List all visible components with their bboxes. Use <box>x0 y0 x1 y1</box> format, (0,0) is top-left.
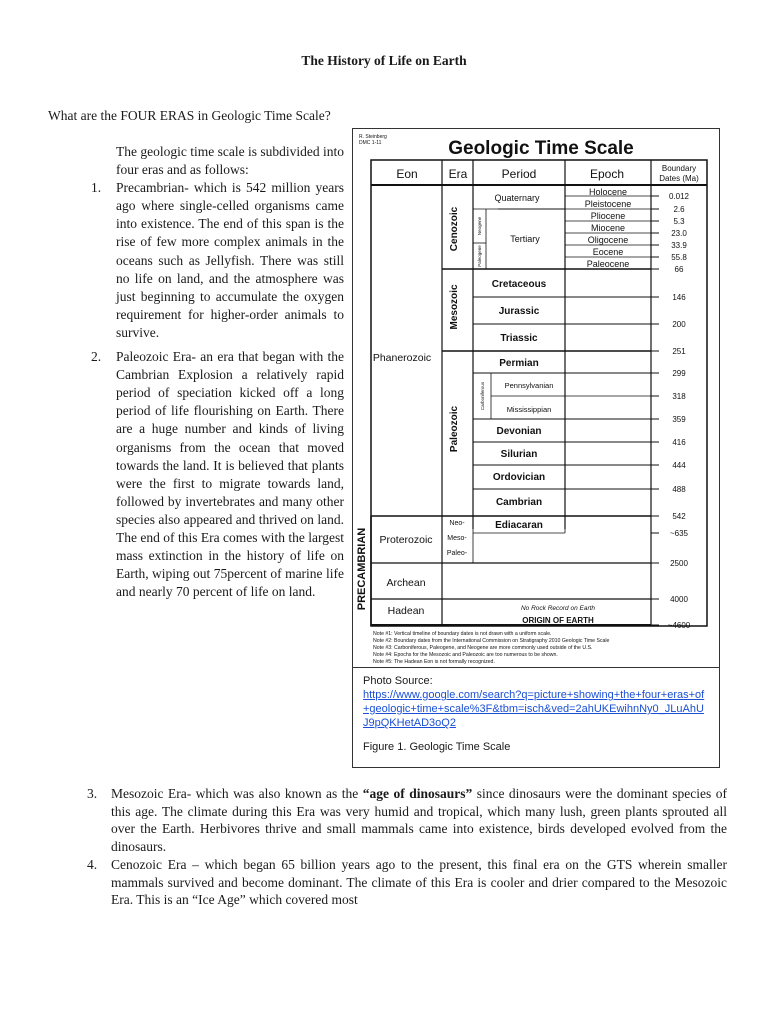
eon-proterozoic: Proterozoic <box>379 534 433 546</box>
date-label: 200 <box>672 320 686 329</box>
origin-of-earth-label: ORIGIN OF EARTH <box>522 616 594 625</box>
period-paleogene: Paleogene <box>477 245 482 267</box>
figure-label: Figure 1. Geologic Time Scale <box>363 741 511 753</box>
period-quaternary: Quaternary <box>494 193 540 203</box>
date-label: 251 <box>672 347 686 356</box>
period-ordovician: Ordovician <box>492 472 546 483</box>
period-silurian: Silurian <box>500 449 538 460</box>
page-title: The History of Life on Earth <box>301 53 467 68</box>
eon-precambrian: PRECAMBRIAN <box>356 527 368 611</box>
figure-author-code: DMC 1-11 <box>359 140 382 146</box>
period-ediacaran: Ediacaran <box>495 520 543 531</box>
figure-caption <box>352 668 720 768</box>
date-label: 299 <box>672 369 686 378</box>
period-triassic: Triassic <box>500 333 538 344</box>
geologic-time-scale-chart <box>353 129 720 668</box>
list-number: 4. <box>87 856 98 872</box>
date-label: 146 <box>672 293 686 302</box>
note-5: Note #5: The Hadean Eon is not formally recognized. <box>373 659 495 665</box>
list-item-text-start: Mesozoic Era- which was also known as the <box>111 786 363 801</box>
era-paleozoic: Paleozoic <box>449 405 460 453</box>
date-label: 55.8 <box>671 253 687 262</box>
date-label: ~635 <box>669 529 689 538</box>
period-devonian: Devonian <box>496 426 542 437</box>
period-cretaceous: Cretaceous <box>491 279 547 290</box>
figure-notes <box>373 631 610 665</box>
figure-author: R. Steinberg <box>359 134 387 140</box>
bottom-list <box>87 785 728 909</box>
eon-phanerozoic: Phanerozoic <box>372 352 432 364</box>
no-rock-record-label: No Rock Record on Earth <box>520 605 596 612</box>
era-cenozoic: Cenozoic <box>449 206 460 252</box>
epoch-pliocene: Pliocene <box>590 211 626 221</box>
list-item-paleozoic <box>91 348 344 601</box>
date-label: 2.6 <box>673 205 685 214</box>
epoch-holocene: Holocene <box>588 187 628 197</box>
date-label: 4000 <box>670 595 688 604</box>
left-column <box>91 143 344 601</box>
date-label: 444 <box>672 461 686 470</box>
epoch-eocene: Eocene <box>592 247 624 257</box>
list-item-text: Cenozoic Era – which began 65 billion years ago to the present, this final era on the GTS wherein smaller mammals survived and become dominant. The climate of this Era is cooler and drier compared to the Mesozoic Era. This is an “Ice Age” which covered most <box>111 856 727 908</box>
epoch-list <box>565 187 651 269</box>
date-label: 66 <box>674 265 684 274</box>
epoch-oligocene: Oligocene <box>587 235 629 245</box>
header-era: Era <box>448 167 468 181</box>
note-3: Note #3: Carboniferous, Paleogene, and Neogene are more commonly used outside of the U.S. <box>373 645 593 651</box>
intro-paragraph: The geologic time scale is subdivided into four eras and as follows: <box>116 144 344 178</box>
list-item-text-end: since dinosaurs were the dominant species of this age. The climate during this Era was very humid and tropical, which many lush, green plants sprouted all over the Earth. Herbivores thrive and small mammals came into existence, birds developed evolved from the dinosaurs. <box>111 786 728 855</box>
note-2: Note #2: Boundary dates from the International Commission on Stratigraphy 2010 Geologic Time Scale <box>373 638 610 644</box>
geologic-time-scale-figure <box>352 128 720 668</box>
date-label: 23.0 <box>671 229 687 238</box>
note-1: Note #1: Vertical timeline of boundary dates is not drawn with a uniform scale. <box>373 631 552 637</box>
epoch-paleocene: Paleocene <box>586 259 630 269</box>
list-item-text: Precambrian- which is 542 million years ago where single-celled organisms came into existence. The end of this span is the rise of few more complex animals in the oceans such as Jellyfish. There was still no life on land, and the atmosphere was just beginning to accumulate the oxygen requirement for higher-order animals to survive. <box>116 180 344 340</box>
eon-archean: Archean <box>386 577 426 589</box>
boundary-dates <box>651 192 691 630</box>
date-label: 0.012 <box>668 192 690 201</box>
age-of-dinosaurs-emphasis: “age of dinosaurs” <box>362 786 473 801</box>
header-boundary-dates: Dates (Ma) <box>659 174 699 183</box>
header-epoch: Epoch <box>589 167 625 181</box>
header-period: Period <box>501 167 537 181</box>
era-neoproterozoic: Neo- <box>449 520 465 527</box>
eon-hadean: Hadean <box>387 605 425 617</box>
epoch-pleistocene: Pleistocene <box>584 199 632 209</box>
date-label: 542 <box>672 512 686 521</box>
question-heading: What are the FOUR ERAS in Geologic Time Scale? <box>48 108 331 123</box>
note-4: Note #4: Epochs for the Mesozoic and Paleozoic are too numerous to be shown. <box>373 652 558 658</box>
period-jurassic: Jurassic <box>498 306 540 317</box>
header-boundary: Boundary <box>661 164 697 173</box>
date-label: 318 <box>672 392 686 401</box>
date-label: 33.9 <box>671 241 687 250</box>
list-number: 3. <box>87 786 98 801</box>
header-eon: Eon <box>396 167 418 181</box>
period-pennsylvanian: Pennsylvanian <box>504 381 554 390</box>
figure-title: Geologic Time Scale <box>448 138 634 159</box>
period-mississippian: Mississippian <box>506 405 552 414</box>
date-label: ~4600 <box>667 621 691 630</box>
photo-source-link[interactable]: https://www.google.com/search?q=picture+showing+the+four+eras+of+geologic+time+scale%3F&tbm=isch&ved=2ahUKEwihnNy0_JLuAhUJ9pQKHetAD3oQ2 <box>363 689 705 729</box>
photo-source-label: Photo Source: <box>363 675 433 687</box>
era-mesozoic: Mesozoic <box>449 284 460 330</box>
period-neogene: Neogene <box>477 216 482 236</box>
date-label: 488 <box>672 485 686 494</box>
period-carboniferous: Carboniferous <box>480 381 485 411</box>
period-cambrian: Cambrian <box>495 497 543 508</box>
epoch-miocene: Miocene <box>590 223 626 233</box>
list-number: 1. <box>91 180 102 196</box>
era-mesoproterozoic: Meso- <box>447 535 467 542</box>
list-item-mesozoic <box>87 785 728 856</box>
era-paleoproterozoic: Paleo- <box>446 550 468 557</box>
date-label: 416 <box>672 438 686 447</box>
table-border <box>371 160 707 626</box>
date-label: 2500 <box>670 559 688 568</box>
list-item-precambrian <box>91 179 344 342</box>
period-permian: Permian <box>499 358 539 369</box>
list-number: 2. <box>91 349 102 365</box>
list-item-cenozoic <box>87 856 727 909</box>
list-item-text: Paleozoic Era- an era that began with the Cambrian Explosion a relatively rapid period of speciation kicked off a long period of life flourishing on Earth. There are a huge number and kinds of living organisms from the ocean that moved towards the land. It is believed that plants were the first to migrate towards land, followed by invertebrates and many other species also appeared and thrived on land. The end of this Era comes with the largest mass extinction in the history of life on Earth, wiping out 75percent of marine life and nearly 70 percent of life on land. <box>116 349 344 600</box>
date-label: 359 <box>672 415 686 424</box>
period-tertiary: Tertiary <box>510 234 540 244</box>
date-label: 5.3 <box>673 217 685 226</box>
